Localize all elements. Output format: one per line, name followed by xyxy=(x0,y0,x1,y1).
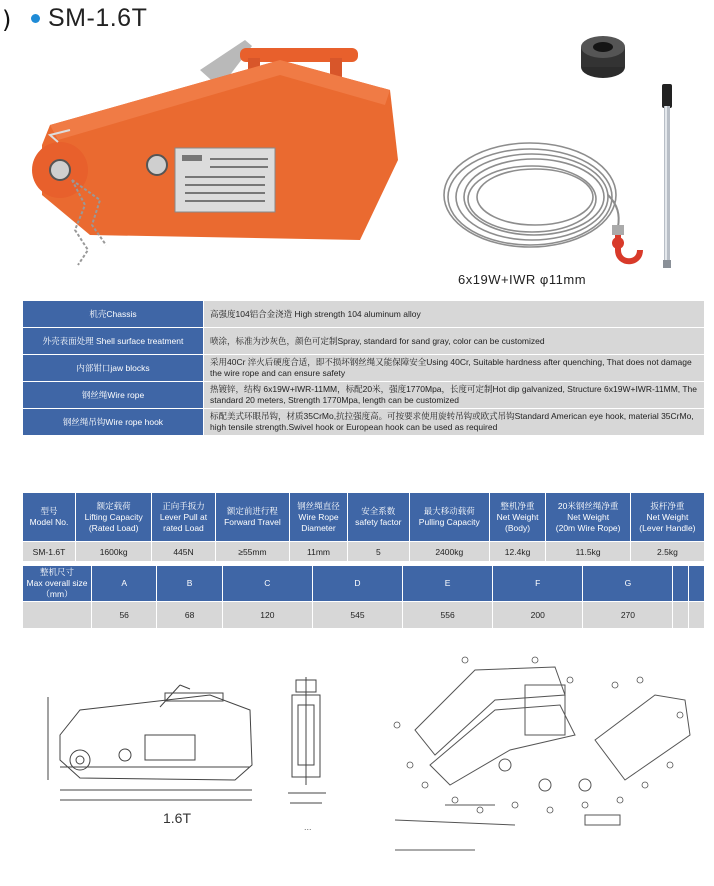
page-title: SM-1.6T xyxy=(48,4,148,32)
dimension-value: 270 xyxy=(583,602,673,629)
parameters-header-row xyxy=(23,493,705,542)
param-value: ≥55mm xyxy=(215,542,290,562)
param-value: 5 xyxy=(347,542,409,562)
dimension-letter: E xyxy=(403,566,493,602)
wire-rope-caption: 6x19W+IWR φ11mm xyxy=(458,272,587,287)
param-header: 额定前进行程 Forward Travel xyxy=(215,493,290,542)
dimension-value xyxy=(673,602,689,629)
dimensions-label: 整机尺寸 Max overall size （mm） xyxy=(23,566,92,602)
title-bullet xyxy=(31,14,40,23)
param-header: 型号 Model No. xyxy=(23,493,76,542)
wire-rope-coil-photo xyxy=(440,135,660,275)
param-value: 1600kg xyxy=(75,542,151,562)
dimension-letter: G xyxy=(583,566,673,602)
dimensions-table xyxy=(22,565,705,629)
spec-value: 热镀锌，结构 6x19W+IWR-11MM，标配20米，强度1770Mpa，长度可定制Hot dip galvanized, Structure 6x19W+IWR-11MM, The standard 20 meters, Strength 1770Mpa, length can be customized xyxy=(204,382,705,409)
drawing-dots: ... xyxy=(304,822,312,832)
param-value: 11mm xyxy=(290,542,348,562)
cable-puller-photo xyxy=(30,30,430,270)
dimension-value xyxy=(689,602,705,629)
dimension-letter xyxy=(689,566,705,602)
spec-row xyxy=(23,409,705,436)
param-header: 最大移动载荷 Pulling Capacity xyxy=(409,493,489,542)
bushing-photo xyxy=(578,33,628,81)
param-value: 2.5kg xyxy=(630,542,704,562)
spec-key: 钢丝绳吊钩Wire rope hook xyxy=(23,409,204,436)
spec-row xyxy=(23,301,705,328)
param-value: SM-1.6T xyxy=(23,542,76,562)
lever-handle-photo xyxy=(652,82,682,272)
dimension-letter xyxy=(673,566,689,602)
dimension-letter: F xyxy=(493,566,583,602)
param-header: 钢丝绳直径 Wire Rope Diameter xyxy=(290,493,348,542)
param-header: 正向手扳力 Lever Pull at rated Load xyxy=(152,493,215,542)
param-header: 整机净重 Net Weight (Body) xyxy=(489,493,546,542)
spec-key: 外壳表面处理 Shell surface treatment xyxy=(23,328,204,355)
spec-value: 采用40Cr 淬火后硬度合适，即不损坏钢丝绳又能保障安全Using 40Cr, Suitable hardness after quenching, That does not damage the wire rope and can ensure safety xyxy=(204,355,705,382)
front-view-drawing xyxy=(282,675,332,810)
param-value: 2400kg xyxy=(409,542,489,562)
param-value: 11.5kg xyxy=(546,542,630,562)
spec-value: 喷涂，标准为沙灰色，颜色可定制Spray, standard for sand gray, color can be customized xyxy=(204,328,705,355)
param-header: 扳杆净重 Net Weight (Lever Handle) xyxy=(630,493,704,542)
dimension-value: 56 xyxy=(92,602,157,629)
spec-key: 钢丝绳Wire rope xyxy=(23,382,204,409)
spec-key: 机壳Chassis xyxy=(23,301,204,328)
spec-key: 内部钳口jaw blocks xyxy=(23,355,204,382)
dimension-letter: D xyxy=(312,566,402,602)
dimension-letter: C xyxy=(222,566,312,602)
spec-row xyxy=(23,355,705,382)
dimension-value: 545 xyxy=(312,602,402,629)
parameters-value-row xyxy=(23,542,705,562)
param-value: 12.4kg xyxy=(489,542,546,562)
spec-value: 标配美式环眼吊钩，材质35CrMo,抗拉强度高。可按要求使用旋转吊钩或欧式吊钩Standard American eye hook, material 35CrMo, high tensile strength.Swivel hook or European hook can be used as required xyxy=(204,409,705,436)
dimension-value: 556 xyxy=(403,602,493,629)
exploded-view-drawing xyxy=(385,655,700,855)
dimension-value: 200 xyxy=(493,602,583,629)
dimension-value: 120 xyxy=(222,602,312,629)
spec-table xyxy=(22,300,705,436)
spec-value: 高强度104铝合金浇造 High strength 104 aluminum alloy xyxy=(204,301,705,328)
dimension-value-blank xyxy=(23,602,92,629)
page-paren: ) xyxy=(2,6,12,34)
dimensions-value-row xyxy=(23,602,705,629)
dimensions-header-row xyxy=(23,566,705,602)
param-header: 20米钢丝绳净重 Net Weight (20m Wire Rope) xyxy=(546,493,630,542)
parameters-table xyxy=(22,492,705,562)
dimension-value: 68 xyxy=(157,602,222,629)
drawing-label: 1.6T xyxy=(163,810,192,826)
dimension-letter: A xyxy=(92,566,157,602)
param-header: 额定载荷 Lifting Capacity (Rated Load) xyxy=(75,493,151,542)
dimension-letter: B xyxy=(157,566,222,602)
spec-row xyxy=(23,328,705,355)
param-value: 445N xyxy=(152,542,215,562)
param-header: 安全系数 safety factor xyxy=(347,493,409,542)
side-view-drawing xyxy=(40,675,270,810)
spec-row xyxy=(23,382,705,409)
